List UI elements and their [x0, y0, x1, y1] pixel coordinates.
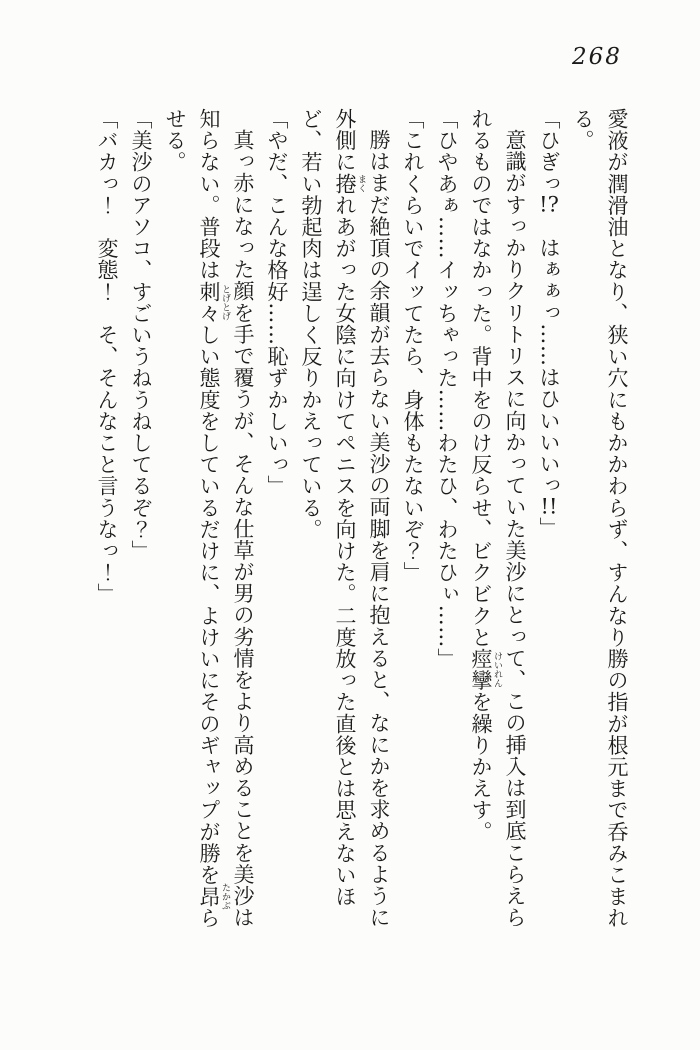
tate-chu-yoko: !! — [540, 496, 558, 518]
ruby-annotation: 捲 まく — [333, 172, 366, 195]
page-number: 268 — [572, 44, 622, 70]
ruby-annotation: 痙攣 けいれん — [469, 648, 502, 692]
text-block — [90, 108, 634, 932]
paragraph: 愛液が潤滑油となり、狭い穴にもかかわらず、すんなり勝の指が根元まで呑みこまれる。 — [571, 108, 629, 929]
paragraph: 「これくらいでイッてたら、身体もたないぞ？」 — [401, 108, 425, 584]
ruby-annotation: 昂 たかぶ — [197, 882, 230, 910]
paragraph: 「美沙のアソコ、すごいうねうねしてるぞ？」 — [129, 108, 153, 562]
paragraph: 「ひやあぁ……イッちゃった……わたひ、わたひぃ……」 — [435, 108, 459, 670]
paragraph: 意識がすっかりクリトリスに向かっていた美沙にとって、この挿入は到底こらえられるものではなかった。背中をのけ反らせ、ビクビクと痙攣 けいれんを繰りかえす。 — [469, 108, 527, 929]
paragraph: 「やだ、こんな格好……恥ずかしいっ」 — [265, 108, 289, 497]
paragraph: 「バカっ！ 変態！ そ、そんなこと言うなっ！」 — [95, 108, 119, 605]
ruby-annotation: 刺々 とげとげ — [197, 280, 230, 325]
paragraph: 「ひぎっ!? はぁぁっ……はひいいいっ!!」 — [537, 108, 561, 539]
tate-chu-yoko: !? — [539, 194, 559, 216]
paragraph: 真っ赤になった顔を手で覆うが、そんな仕草が男の劣情をより高めることを美沙は知らない。普段は刺々 とげとげしい態度をしているだけに、よけいにそのギャップが勝を昂 たかぶらせる。 — [163, 108, 255, 929]
paragraph: 勝はまだ絶頂の余韻が去らない美沙の両脚を肩に抱えると、なにかを求めるように外側に捲 まくれあがった女陰に向けてペニスを向けた。二度放った直後とは思えないほど、若い勃起肉は逞しく反りかえっている。 — [299, 108, 391, 929]
